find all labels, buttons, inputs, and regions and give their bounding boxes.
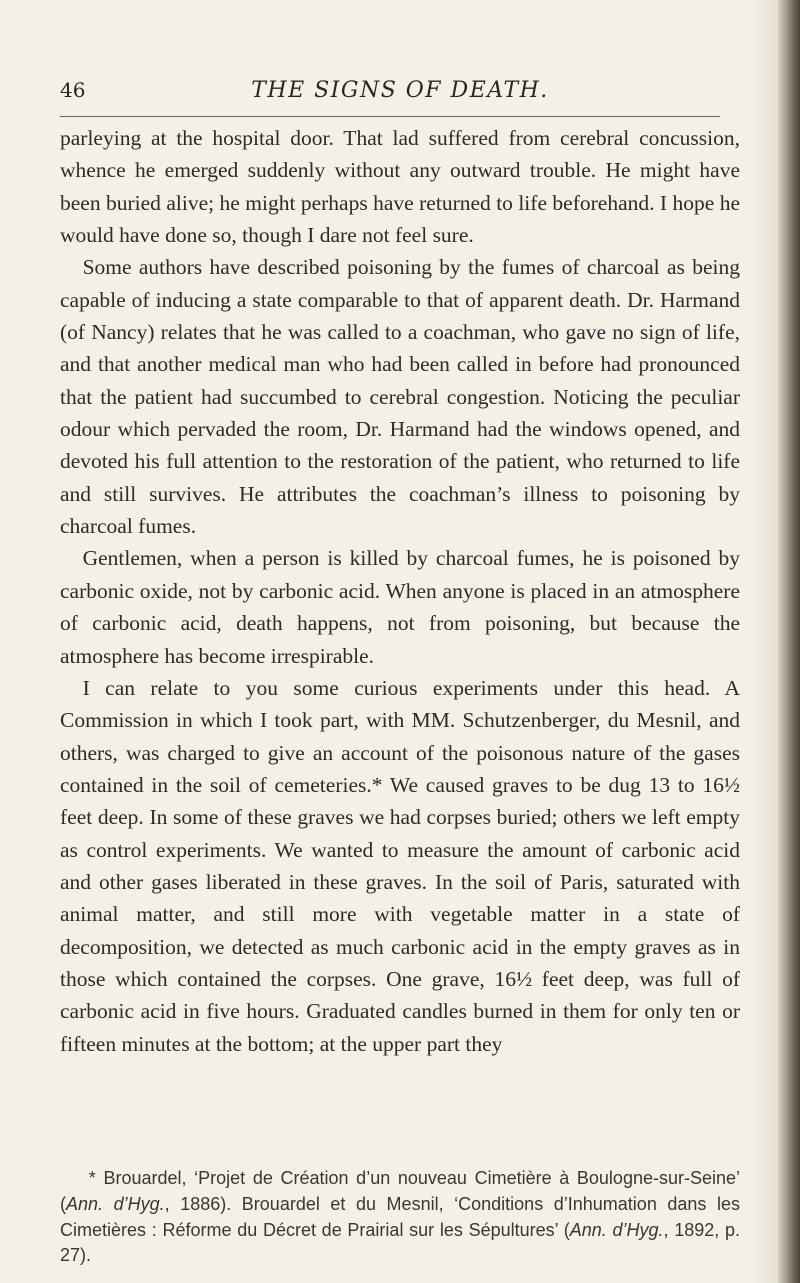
paragraph: parleying at the hospital door. That lad suffered from cerebral concussion, whence he emerged suddenly without any outward trouble. He might have been buried alive; he might perhaps have returned to life beforehand. I hope he would have done so, though I dare not feel sure. (60, 126, 740, 248)
paragraph: Gentlemen, when a person is killed by charcoal fumes, he is poisoned by carbonic oxide, not by carbonic acid. When anyone is placed in an atmosphere of carbonic acid, death happens, not from poisoning, but because the atmosphere has become irrespirable. (60, 546, 740, 668)
paragraph: Some authors have described poisoning by the fumes of charcoal as being capable of inducing a state comparable to that of apparent death. Dr. Harmand (of Nancy) relates that he was called to a coachman, who gave no sign of life, and that another medical man who had been called in before had pronounced that the patient had succumbed to cerebral congestion. Noticing the peculiar odour which pervaded the room, Dr. Harmand had the windows opened, and devoted his full attention to the restoration of the patient, who returned to life and still survives. He attributes the coachman’s illness to poisoning by charcoal fumes. (60, 255, 740, 539)
footnote-marker: * (88, 1168, 96, 1188)
paragraph: I can relate to you some curious experiments under this head. A Commission in which I took part, with MM. Schutzenberger, du Mesnil, and others, was charged to give an account of the poisonous nature of the gases contained in the soil of cemeteries.* We caused graves to be dug 13 to 16½ feet deep. In some of these graves we had corpses buried; others we left empty as control experiments. We wanted to measure the amount of carbonic acid and other gases liberated in these graves. In the soil of Paris, saturated with animal matter, and still more with vegetable matter in a state of decomposition, we detected as much carbonic acid in the empty graves as in those which contained the corpses. One grave, 16½ feet deep, was full of carbonic acid in five hours. Graduated candles burned in them for only ten or fifteen minutes at the bottom; at the upper part they (60, 675, 740, 1056)
running-head: THE SIGNS OF DEATH. (251, 78, 549, 103)
footnote-text: , 1892, p. 27). (60, 1219, 740, 1266)
body-text (60, 122, 740, 1060)
footnote (60, 1166, 740, 1269)
binding-shadow (748, 0, 778, 1283)
header-rule (60, 116, 720, 117)
footnote-text: Brouardel, ‘Projet de Création d’un nouveau Cimetière à Boulogne-sur-Seine’ ( (60, 1168, 740, 1214)
page-number: 46 (60, 78, 86, 102)
footnote-citation: Ann. d’Hyg. (569, 1219, 664, 1240)
page-header (60, 78, 740, 112)
book-spine-edge (778, 0, 800, 1283)
footnote-citation: Ann. d’Hyg. (66, 1193, 165, 1214)
footnote-text: , 1886). Brouardel et du Mesnil, ‘Conditions d’Inhumation dans les Cimetières : Réforme du Décret de Prairial sur les Sépultures’ ( (60, 1193, 740, 1240)
